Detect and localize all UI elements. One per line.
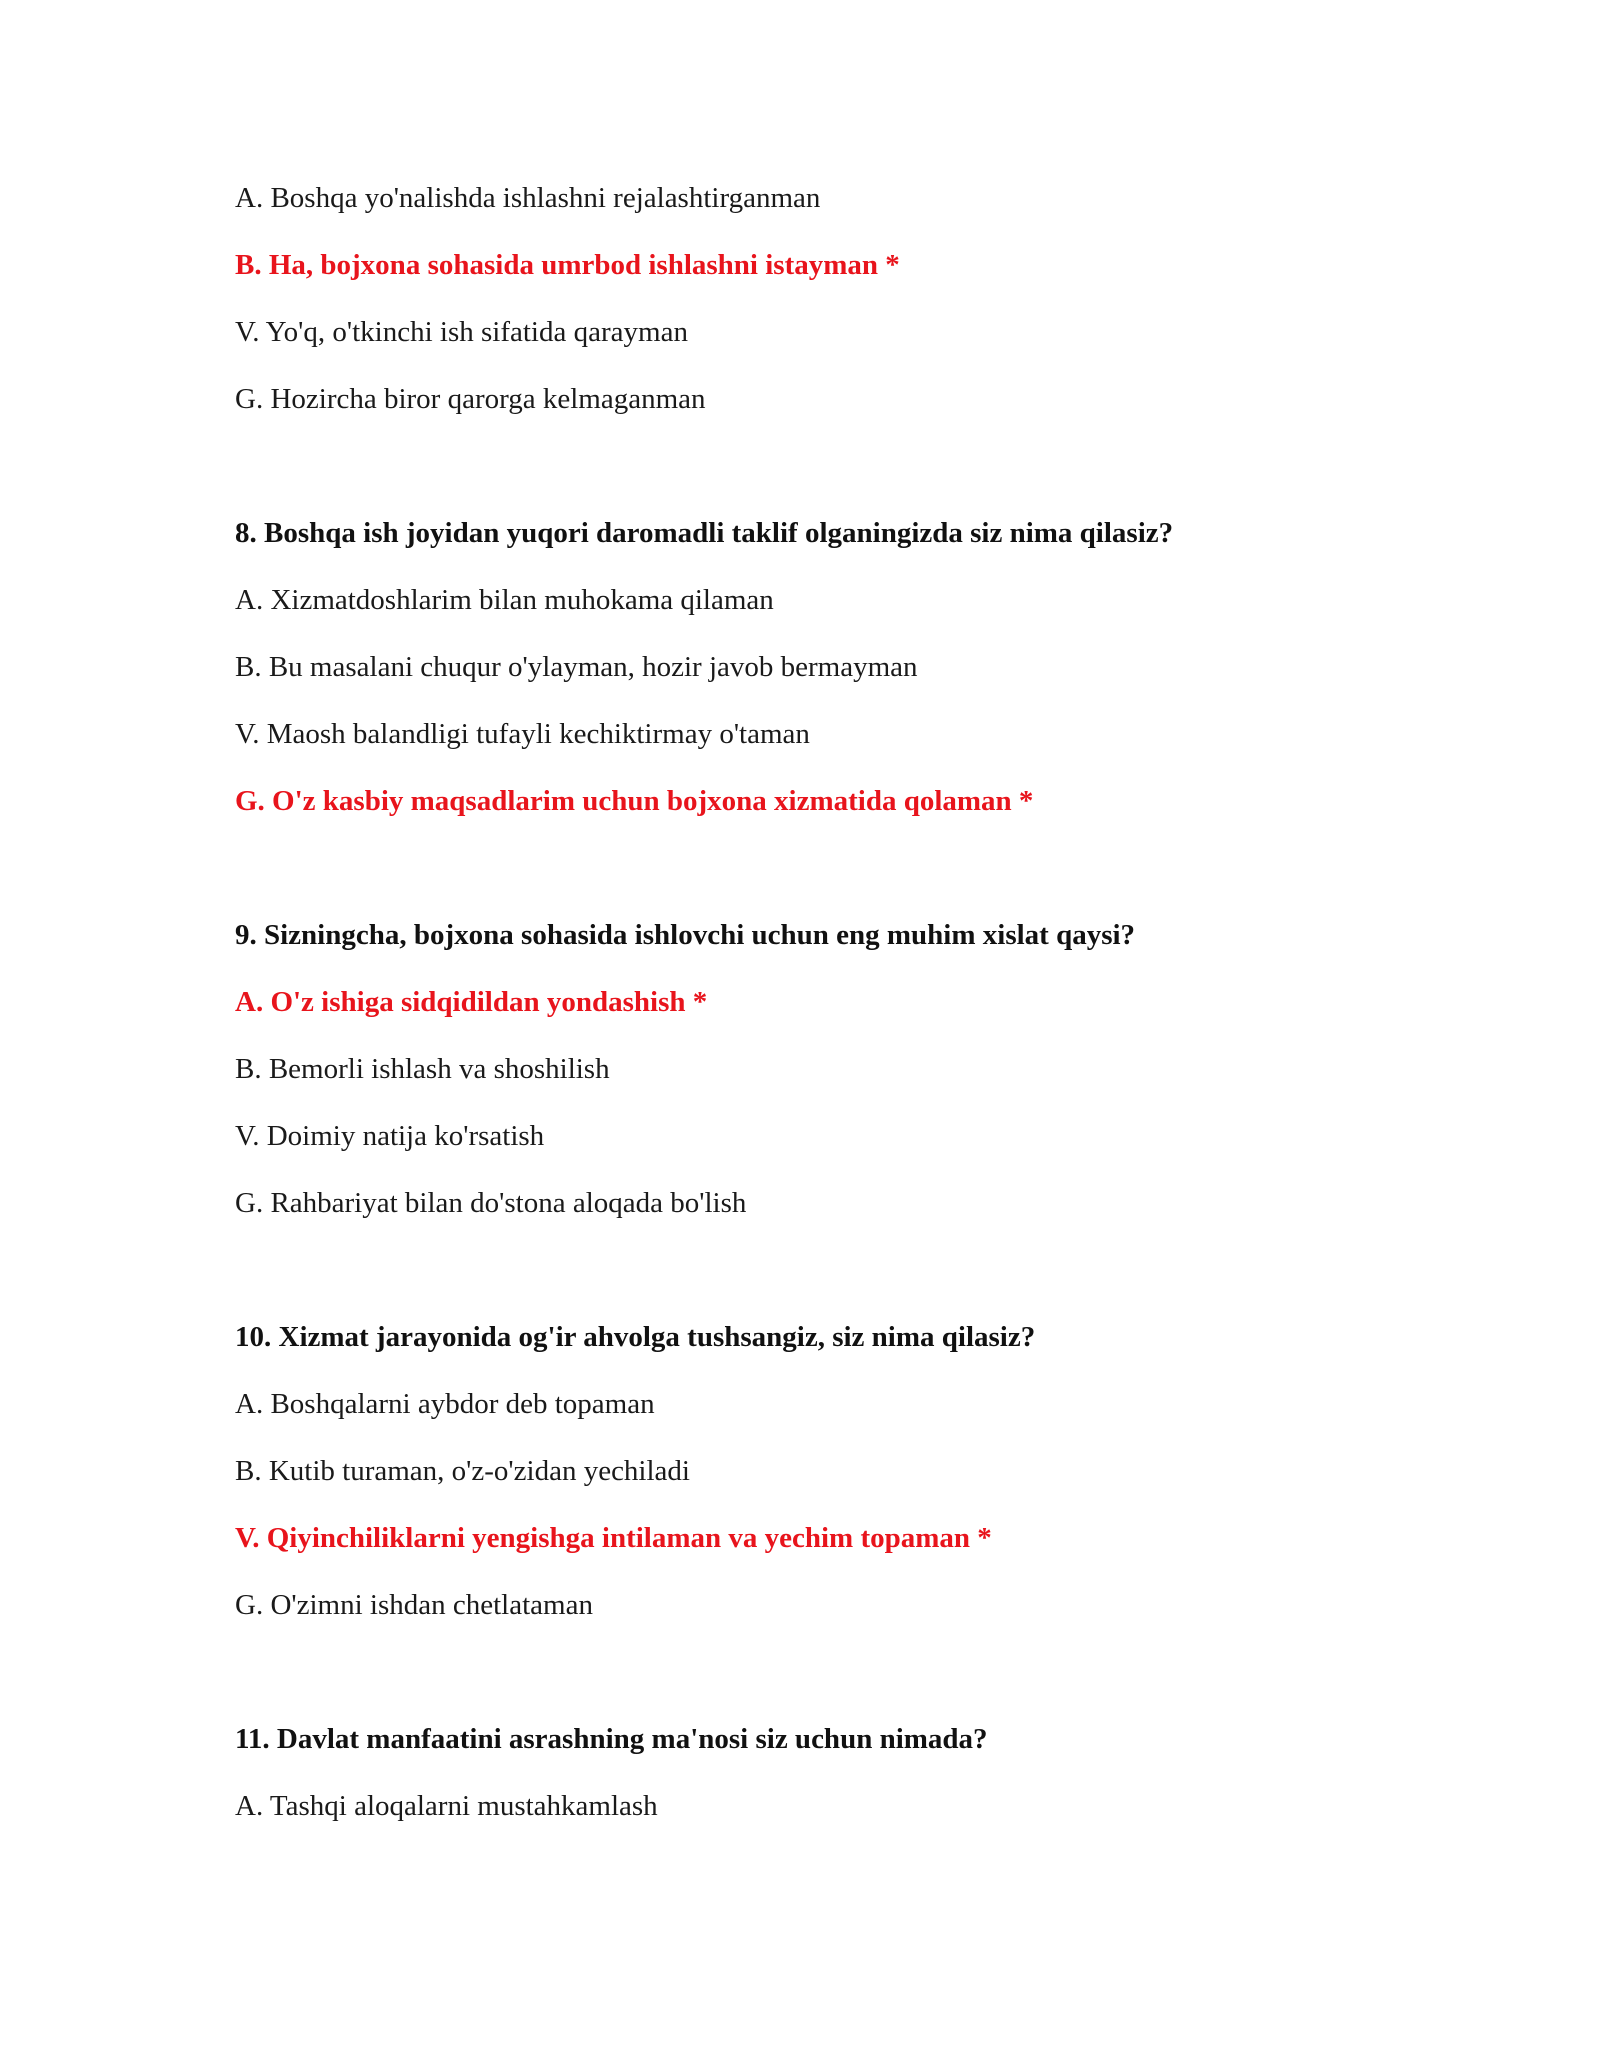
option-8-v: V. Maosh balandligi tufayli kechiktirmay o'taman	[235, 718, 810, 750]
option-8-a: A. Xizmatdoshlarim bilan muhokama qilaman	[235, 584, 774, 616]
option-10-g: G. O'zimni ishdan chetlataman	[235, 1589, 593, 1621]
option-8-g-correct: G. O'z kasbiy maqsadlarim uchun bojxona xizmatida qolaman *	[235, 785, 1034, 817]
option-10-b: B. Kutib turaman, o'z-o'zidan yechiladi	[235, 1455, 690, 1487]
option-11-a: A. Tashqi aloqalarni mustahkamlash	[235, 1790, 658, 1822]
option-7-a: A. Boshqa yo'nalishda ishlashni rejalashtirganman	[235, 182, 821, 214]
document-page	[235, 180, 1435, 1855]
option-10-v-correct: V. Qiyinchiliklarni yengishga intilaman va yechim topaman *	[235, 1522, 992, 1554]
question-block-10	[235, 1319, 1435, 1623]
option-7-b-correct: B. Ha, bojxona sohasida umrbod ishlashni istayman *	[235, 249, 900, 281]
question-11-title: 11. Davlat manfaatini asrashning ma'nosi siz uchun nimada?	[235, 1723, 988, 1755]
question-block-9	[235, 917, 1435, 1221]
spacer	[235, 850, 1435, 917]
option-7-v: V. Yo'q, o'tkinchi ish sifatida qarayman	[235, 316, 688, 348]
option-9-v: V. Doimiy natija ko'rsatish	[235, 1120, 545, 1152]
option-9-b: B. Bemorli ishlash va shoshilish	[235, 1053, 610, 1085]
option-9-g: G. Rahbariyat bilan do'stona aloqada bo'lish	[235, 1187, 747, 1219]
spacer	[235, 1654, 1435, 1721]
question-block-8	[235, 515, 1435, 819]
option-10-a: A. Boshqalarni aybdor deb topaman	[235, 1388, 655, 1420]
spacer	[235, 448, 1435, 515]
question-10-title: 10. Xizmat jarayonida og'ir ahvolga tushsangiz, siz nima qilasiz?	[235, 1321, 1036, 1353]
spacer	[235, 1252, 1435, 1319]
question-8-title: 8. Boshqa ish joyidan yuqori daromadli taklif olganingizda siz nima qilasiz?	[235, 517, 1174, 549]
question-9-title: 9. Sizningcha, bojxona sohasida ishlovchi uchun eng muhim xislat qaysi?	[235, 919, 1136, 951]
question-block-7	[235, 180, 1435, 417]
option-8-b: B. Bu masalani chuqur o'ylayman, hozir javob bermayman	[235, 651, 918, 683]
option-7-g: G. Hozircha biror qarorga kelmaganman	[235, 383, 706, 415]
question-block-11	[235, 1721, 1435, 1824]
option-9-a-correct: A. O'z ishiga sidqidildan yondashish *	[235, 986, 708, 1018]
